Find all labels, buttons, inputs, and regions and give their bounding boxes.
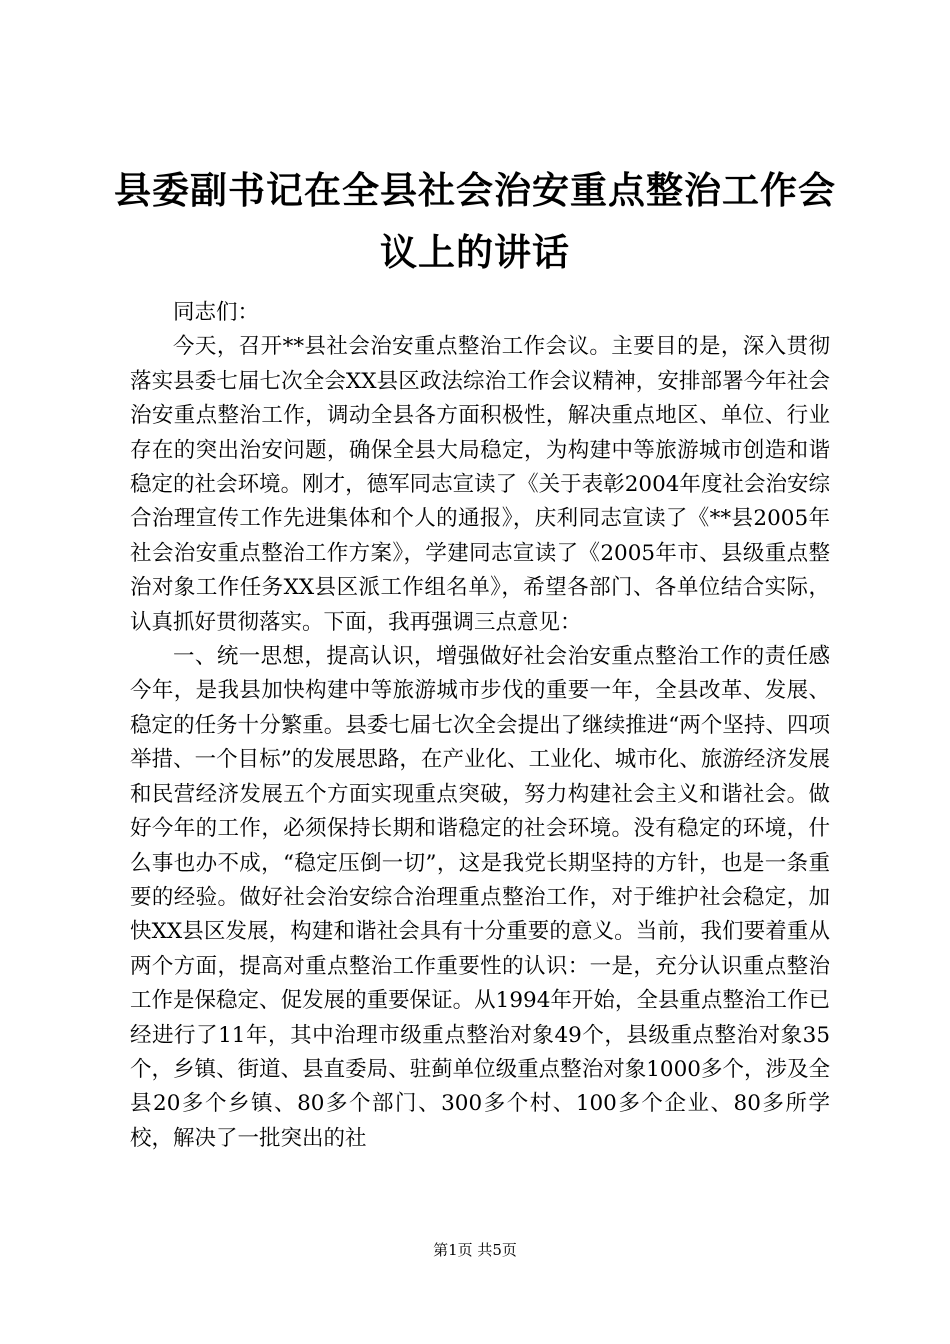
document-title: 县委副书记在全县社会治安重点整治工作会议上的讲话 bbox=[114, 169, 836, 274]
document-body bbox=[130, 296, 830, 1156]
page-footer: 第1页 共5页 bbox=[433, 1241, 517, 1259]
salutation: 同志们： bbox=[173, 300, 260, 325]
paragraph-2: 一、统一思想，提高认识，增强做好社会治安重点整治工作的责任感今年，是我县加快构建中等旅游城市步伐的重要一年，全县改革、发展、稳定的任务十分繁重。县委七届七次全会提出了继续推进“两个坚持、四项举措、一个目标”的发展思路，在产业化、工业化、城市化、旅游经济发展和民营经济发展五个方面实现重点突破，努力构建社会主义和谐社会。做好今年的工作，必须保持长期和谐稳定的社会环境。没有稳定的环境，什么事也办不成，“稳定压倒一切”，这是我党长期坚持的方针，也是一条重要的经验。做好社会治安综合治理重点整治工作，对于维护社会稳定，加快XX县区发展，构建和谐社会具有十分重要的意义。当前，我们要着重从两个方面，提高对重点整治工作重要性的认识：一是，充分认识重点整治工作是保稳定、促发展的重要保证。从1994年开始，全县重点整治工作已经进行了11年，其中治理市级重点整治对象49个，县级重点整治对象35个，乡镇、街道、县直委局、驻蓟单位级重点整治对象1000多个，涉及全县20多个乡镇、80多个部门、300多个村、100多个企业、80多所学校，解决了一批突出的社 bbox=[130, 644, 830, 1151]
paragraph-1: 今天，召开**县社会治安重点整治工作会议。主要目的是，深入贯彻落实县委七届七次全会XX县区政法综治工作会议精神，安排部署今年社会治安重点整治工作，调动全县各方面积极性，解决重点地区、单位、行业存在的突出治安问题，确保全县大局稳定，为构建中等旅游城市创造和谐稳定的社会环境。刚才，德军同志宣读了《关于表彰2004年度社会治安综合治理宣传工作先进集体和个人的通报》，庆利同志宣读了《**县2005年社会治安重点整治工作方案》，学建同志宣读了《2005年市、县级重点整治对象工作任务XX县区派工作组名单》，希望各部门、各单位结合实际，认真抓好贯彻落实。下面，我再强调三点意见： bbox=[130, 334, 830, 635]
